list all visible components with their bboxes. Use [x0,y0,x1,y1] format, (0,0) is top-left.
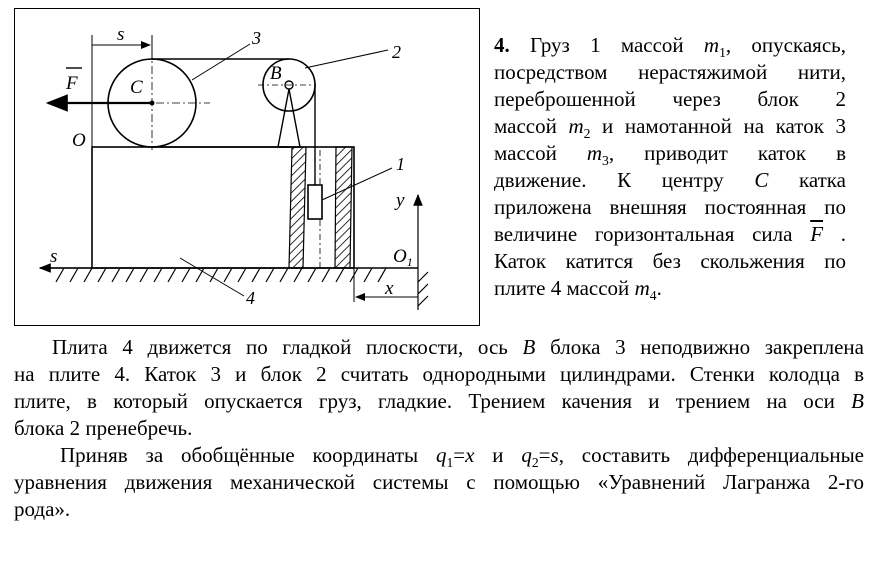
para1-line-4: блока 2 пренебречь. [14,416,193,440]
side-line-2: посредством нерастяжимой нити, [494,60,846,84]
paragraph-2 [14,442,864,523]
label-O: O [72,130,86,151]
side-line-10: плите 4 массой $m_4$. [494,276,662,304]
problem-statement [494,32,846,302]
side-line-7: приложена внешняя постоянная по [494,195,846,219]
side-line-1: 4. Груз 1 массой $m_1$, опускаясь, [494,33,846,61]
para1-line-3: плите, в который опускается груз, гладкие. Трением качения и трением на оси B [14,389,864,413]
label-B: B [270,63,282,84]
leader-1 [322,168,392,200]
block-support [278,89,300,147]
para1-line-2: на плите 4. Каток 3 и блок 2 считать однородными цилиндрами. Стенки колодца в [14,362,864,386]
side-line-8: величине горизонтальная сила $\overline{F}$ . [494,222,846,246]
problem-number: 4. [494,33,510,57]
para2-line-3: рода». [14,497,71,521]
side-line-9: Каток катится без скольжения по [494,249,846,273]
label-force: F [66,73,78,94]
label-s-top: s [117,24,125,45]
side-line-5: массой $m_3$, приводит каток в [494,141,846,169]
side-line-3: переброшенной через блок 2 [494,87,846,111]
leader-2 [305,50,388,68]
leader-3 [192,44,250,80]
label-3: 3 [252,28,261,48]
leader-4 [180,258,244,296]
label-C: C [130,77,143,98]
label-y: y [396,190,405,211]
well-wall-right [335,147,352,268]
side-line-6: движение. К центру C катка [494,168,847,192]
label-1: 1 [396,154,405,174]
well-wall-left [289,147,306,268]
label-2: 2 [392,42,401,62]
para2-line-1: Приняв за обобщённые координаты $q_1=x$ и $q_2=s$, составить дифференциальные [60,443,864,471]
label-O1: $O_1$ [393,246,413,269]
para1-line-1: Плита 4 движется по гладкой плоскости, ось B блока 3 неподвижно закреплена [52,335,864,359]
load-1 [308,185,322,219]
label-s-left: s [50,246,58,267]
ground [40,268,418,282]
label-x: x [385,278,394,299]
fixed-support [418,268,428,310]
para2-line-2: уравнения движения механической системы с помощью «Уравнений Лагранжа 2-го [14,470,864,494]
side-line-4: массой $m_2$ и намотанной на каток 3 [494,114,846,142]
label-4: 4 [246,288,255,308]
paragraph-1 [14,334,864,442]
